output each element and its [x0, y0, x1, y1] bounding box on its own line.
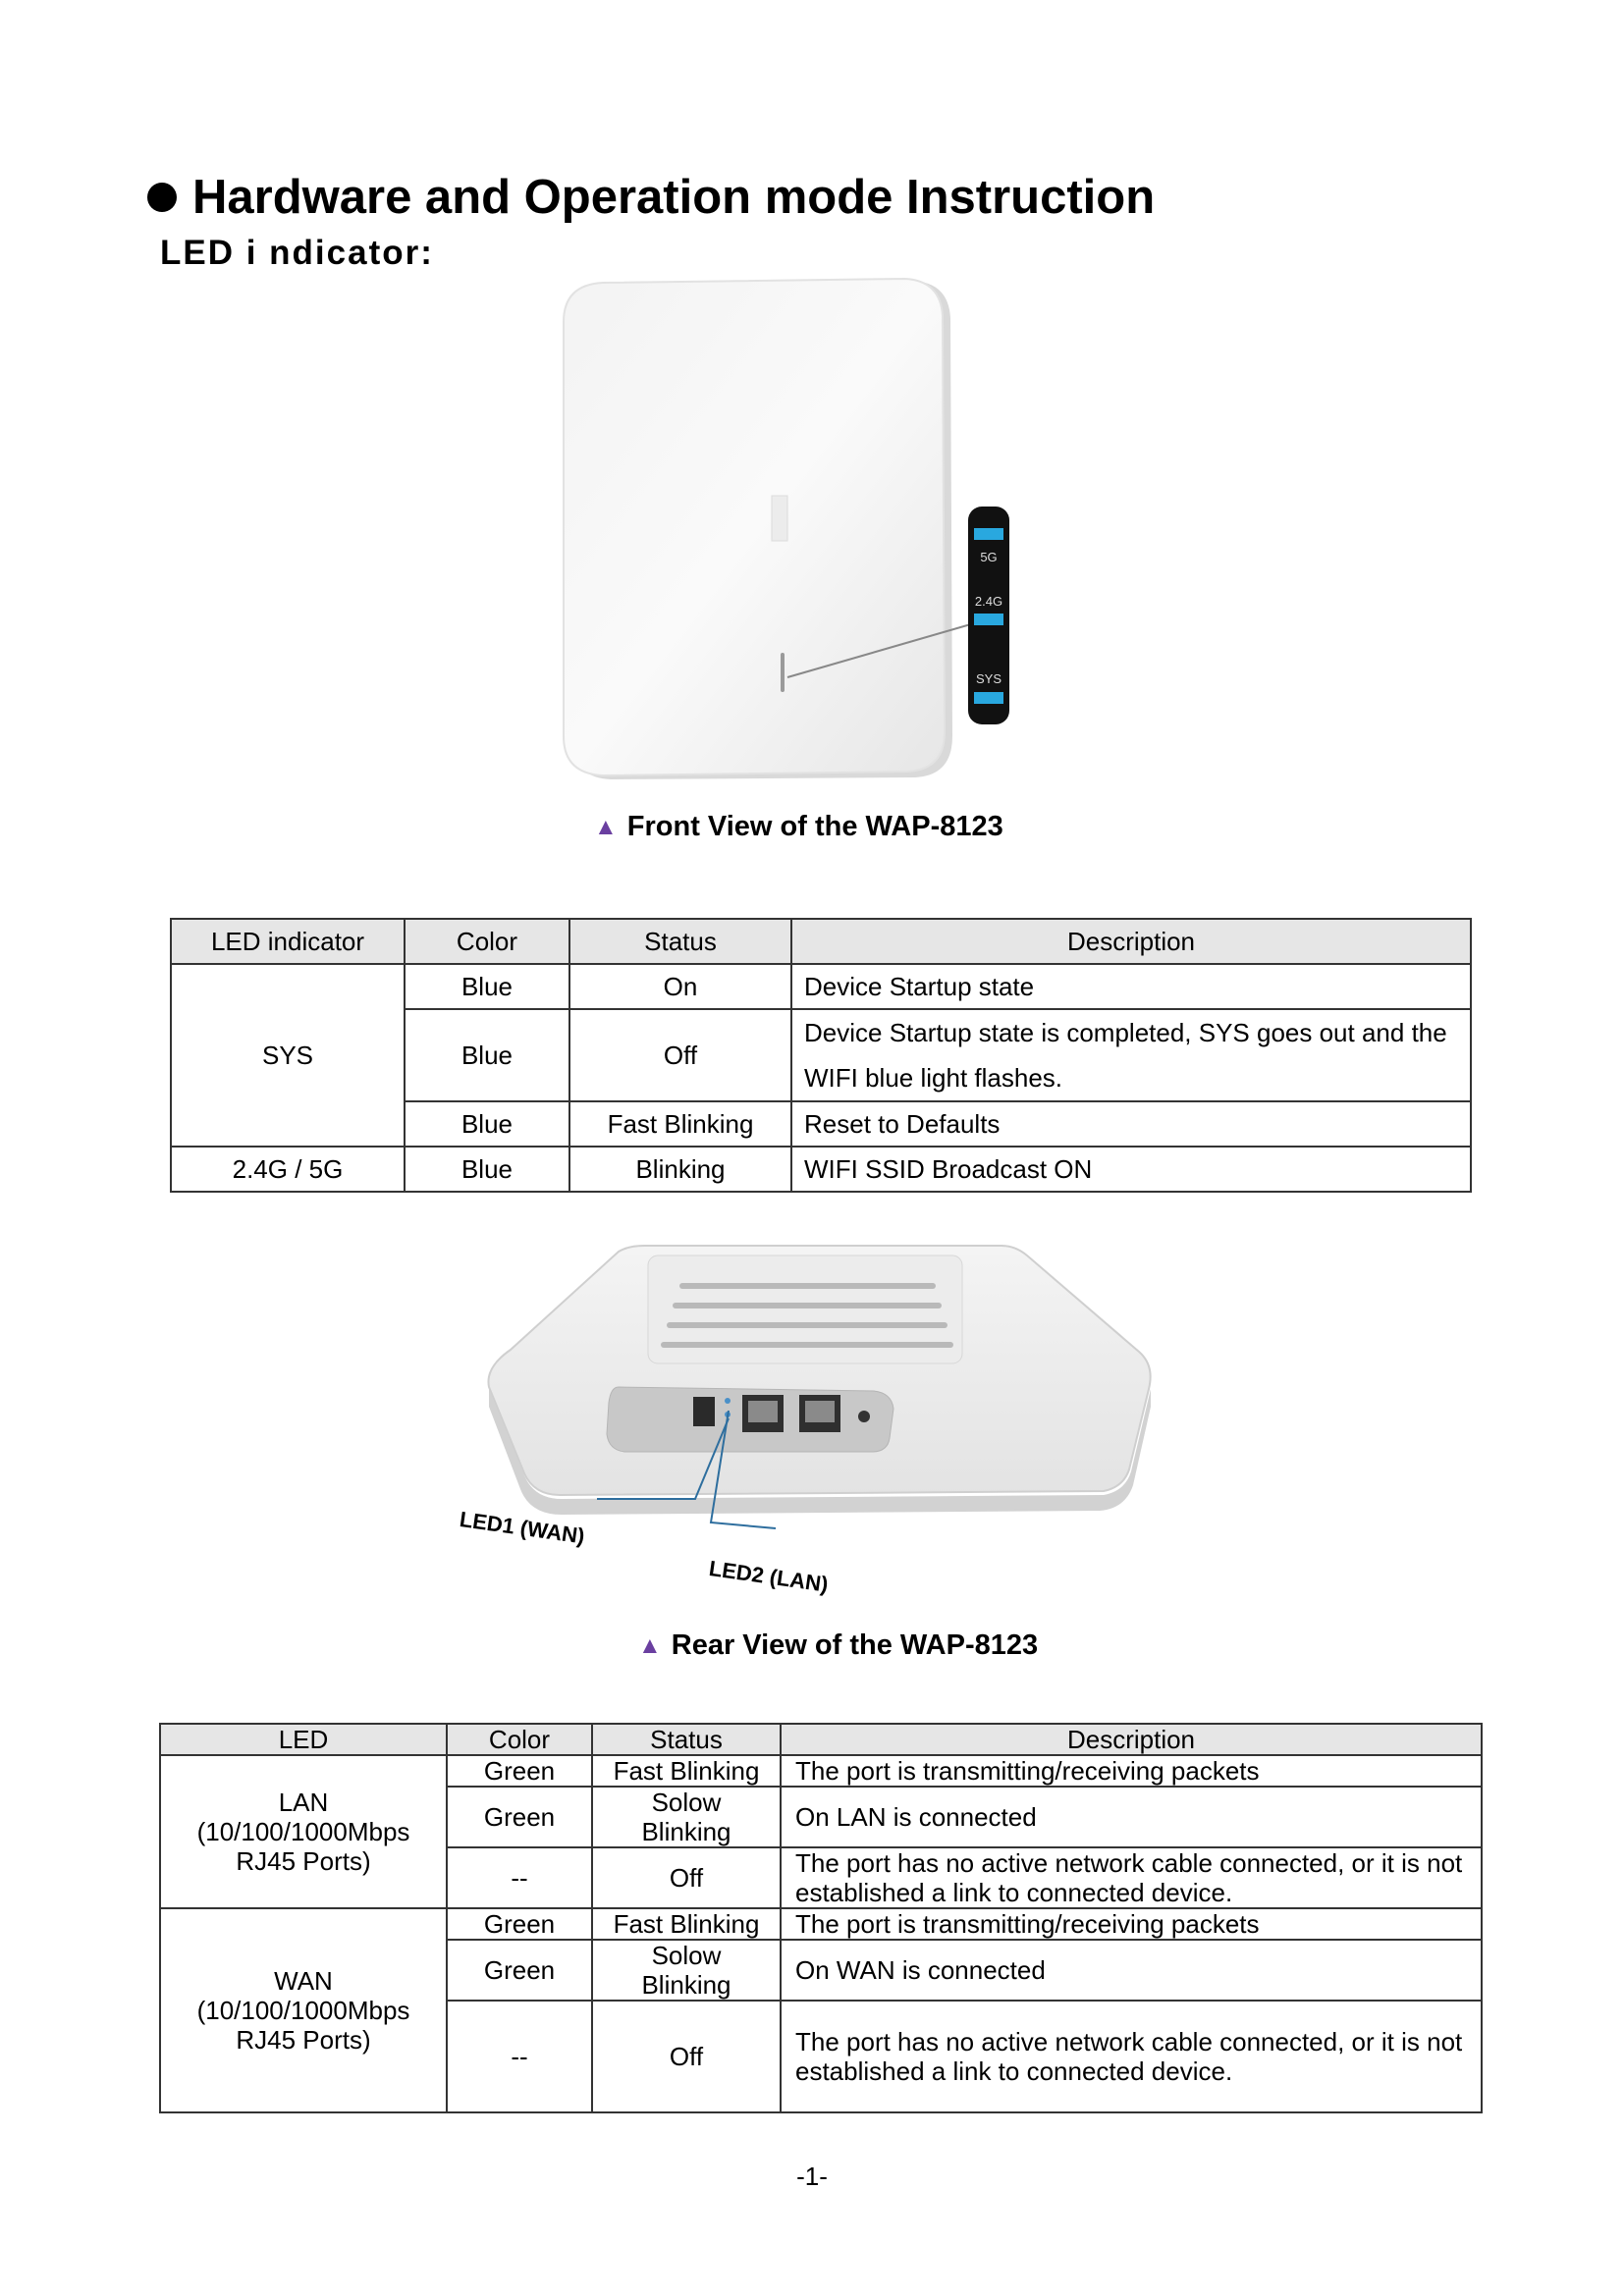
description-cell: Device Startup state [791, 964, 1471, 1009]
description-cell: On LAN is connected [781, 1787, 1482, 1847]
section-heading [147, 167, 1155, 228]
color-cell: Green [447, 1755, 592, 1787]
color-cell: -- [447, 2001, 592, 2112]
status-line: Solow [651, 1941, 722, 1970]
front-view-caption-text: Front View of the WAP-8123 [626, 811, 1003, 842]
color-cell: -- [447, 1847, 592, 1908]
table-header-row [171, 919, 1471, 964]
table-row [160, 1755, 1482, 1787]
color-cell: Blue [405, 1009, 569, 1101]
status-cell: Fast Blinking [592, 1908, 781, 1940]
status-cell: Off [592, 1847, 781, 1908]
led-label-line: RJ45 Ports) [236, 1846, 371, 1876]
table-header-row [160, 1724, 1482, 1755]
led-label-24g: 2.4G [974, 594, 1003, 609]
description-cell [781, 1847, 1482, 1908]
status-cell: On [569, 964, 791, 1009]
description-line: WIFI blue light flashes. [804, 1063, 1062, 1093]
page-number: -1- [796, 2162, 828, 2191]
color-cell: Green [447, 1787, 592, 1847]
header-status: Status [592, 1724, 781, 1755]
triangle-icon: ▲ [638, 1631, 662, 1659]
status-line: Solow [651, 1788, 722, 1817]
status-cell: Blinking [569, 1147, 791, 1192]
section-title: Hardware and Operation mode Instruction [192, 171, 1156, 224]
color-cell: Green [447, 1908, 592, 1940]
description-cell: On WAN is connected [781, 1940, 1482, 2001]
header-led: LED [160, 1724, 447, 1755]
color-cell: Green [447, 1940, 592, 2001]
rear-view-image [452, 1242, 1159, 1605]
section-subtitle: LED i ndicator: [160, 234, 434, 272]
port-led-table [159, 1723, 1483, 2113]
front-view-image [550, 275, 1021, 795]
header-led-indicator: LED indicator [171, 919, 405, 964]
led-24g-5g: 2.4G / 5G [171, 1147, 405, 1192]
description-line: The port has no active network cable connected, or it is not [795, 1848, 1463, 1878]
description-line: established a link to connected device. [795, 2056, 1233, 2086]
led-sys: SYS [171, 964, 405, 1147]
description-line: The port has no active network cable connected, or it is not [795, 2027, 1463, 2056]
led-indicator-table [170, 918, 1472, 1193]
status-cell [592, 1940, 781, 2001]
header-status: Status [569, 919, 791, 964]
status-cell: Off [592, 2001, 781, 2112]
description-cell: The port is transmitting/receiving packets [781, 1908, 1482, 1940]
led-label-line: (10/100/1000Mbps [196, 1996, 410, 2025]
header-color: Color [405, 919, 569, 964]
description-cell: WIFI SSID Broadcast ON [791, 1147, 1471, 1192]
description-cell: Reset to Defaults [791, 1101, 1471, 1147]
description-cell [781, 2001, 1482, 2112]
table-row [171, 964, 1471, 1009]
led-label-sys: SYS [975, 671, 1002, 686]
table-row [171, 1147, 1471, 1192]
rear-view-caption-text: Rear View of the WAP-8123 [671, 1629, 1039, 1661]
description-cell [791, 1009, 1471, 1101]
rear-view-caption [638, 1629, 1038, 1662]
description-line: Device Startup state is completed, SYS goes out and the [804, 1018, 1447, 1047]
header-description: Description [781, 1724, 1482, 1755]
led-wan [160, 1908, 447, 2112]
status-line: Blinking [641, 1970, 731, 2000]
status-cell: Off [569, 1009, 791, 1101]
status-cell: Fast Blinking [569, 1101, 791, 1147]
led1-wan-label: LED1 (WAN) [458, 1507, 587, 1549]
led-label-line: RJ45 Ports) [236, 2025, 371, 2055]
header-color: Color [447, 1724, 592, 1755]
description-cell: The port is transmitting/receiving packets [781, 1755, 1482, 1787]
front-view-caption [594, 811, 1003, 843]
color-cell: Blue [405, 1147, 569, 1192]
triangle-icon: ▲ [594, 813, 618, 840]
description-line: established a link to connected device. [795, 1878, 1233, 1907]
led-label-line: LAN [278, 1788, 329, 1817]
led-label-5g: 5G [980, 550, 998, 564]
status-line: Blinking [641, 1817, 731, 1846]
led-label-line: WAN [274, 1966, 333, 1996]
color-cell: Blue [405, 964, 569, 1009]
header-description: Description [791, 919, 1471, 964]
led-lan [160, 1755, 447, 1908]
color-cell: Blue [405, 1101, 569, 1147]
bullet-icon [147, 183, 177, 212]
led2-lan-label: LED2 (LAN) [707, 1556, 831, 1597]
status-cell [592, 1787, 781, 1847]
status-cell: Fast Blinking [592, 1755, 781, 1787]
table-row [160, 1908, 1482, 1940]
led-label-line: (10/100/1000Mbps [196, 1817, 410, 1846]
